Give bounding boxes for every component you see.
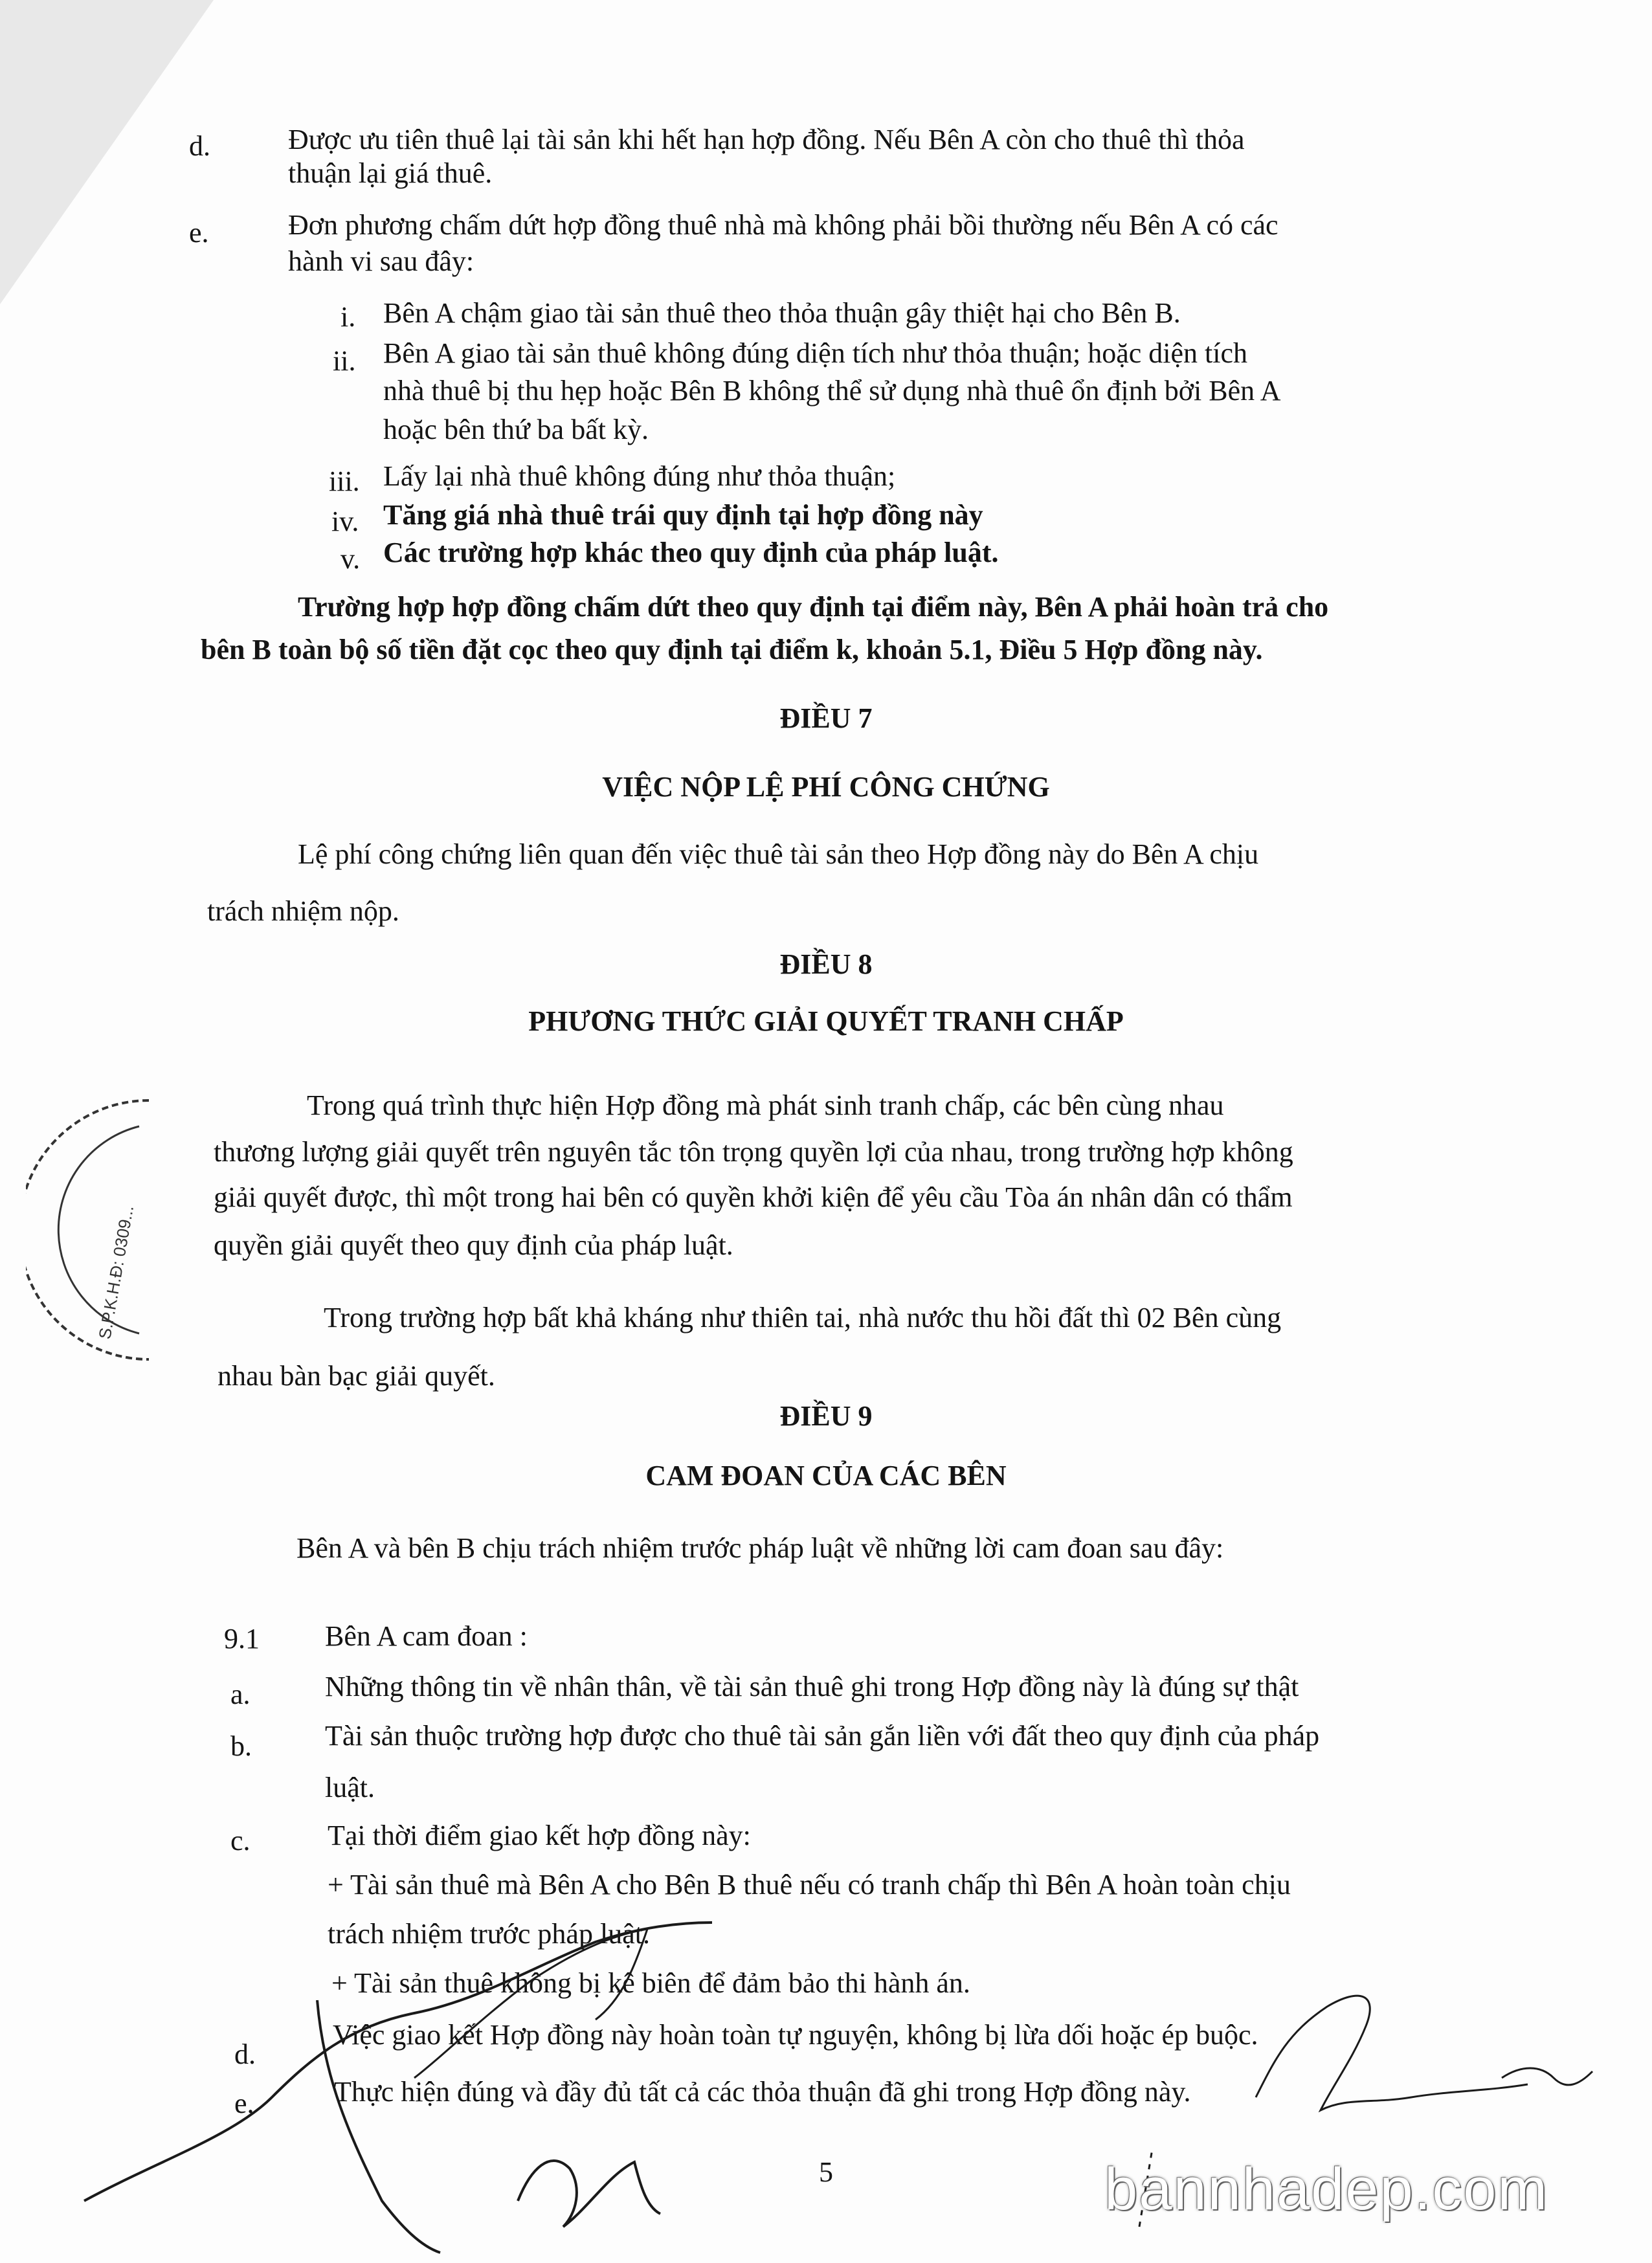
item-e-line-1: Đơn phương chấm dứt hợp đồng thuê nhà mà không phải bồi thường nếu Bên A có các: [288, 209, 1278, 241]
section-9-1-title: Bên A cam đoan :: [325, 1620, 528, 1652]
article-8-p2-line-1: Trong trường hợp bất khả kháng như thiên tai, nhà nước thu hồi đất thì 02 Bên cùng: [324, 1302, 1282, 1333]
sub-ii-line-3: hoặc bên thứ ba bất kỳ.: [383, 414, 649, 445]
article-8-title: PHƯƠNG THỨC GIẢI QUYẾT TRANH CHẤP: [528, 1005, 1124, 1037]
sub-label-v: v.: [340, 543, 361, 575]
stamp-text: S.P.K.H.Đ: 0309...: [95, 1203, 138, 1341]
article-9-title: CAM ĐOAN CỦA CÁC BÊN: [645, 1460, 1007, 1491]
commit-b-line-1: Tài sản thuộc trường hợp được cho thuê tài sản gắn liền với đất theo quy định của pháp: [325, 1720, 1320, 1752]
article-8-p2-line-2: nhau bàn bạc giải quyết.: [218, 1360, 495, 1392]
commit-label-b: b.: [230, 1730, 252, 1762]
article-8-p1-line-3: giải quyết được, thì một trong hai bên có quyền khởi kiện để yêu cầu Tòa án nhân dân có thẩm: [214, 1181, 1293, 1213]
termination-line-1: Trường hợp hợp đồng chấm dứt theo quy định tại điểm này, Bên A phải hoàn trả cho: [298, 591, 1329, 623]
commit-d-line-1: Việc giao kết Hợp đồng này hoàn toàn tự nguyện, không bị lừa dối hoặc ép buộc.: [333, 2019, 1258, 2051]
article-7-line-2: trách nhiệm nộp.: [207, 895, 399, 927]
commit-c-line-1: Tại thời điểm giao kết hợp đồng này:: [328, 1820, 751, 1851]
sub-label-i: i.: [340, 301, 356, 333]
article-7-title: VIỆC NỘP LỆ PHÍ CÔNG CHỨNG: [602, 771, 1050, 803]
commit-c-line-3: trách nhiệm trước pháp luật.: [328, 1918, 650, 1950]
commit-label-e: e.: [234, 2088, 254, 2119]
article-8-p1-line-1: Trong quá trình thực hiện Hợp đồng mà phát sinh tranh chấp, các bên cùng nhau: [307, 1089, 1224, 1121]
item-e-line-2: hành vi sau đây:: [288, 245, 474, 277]
signature-stroke-down: [317, 2000, 440, 2253]
sub-iv-line-1: Tăng giá nhà thuê trái quy định tại hợp đồng này: [383, 499, 983, 531]
article-8-number: ĐIỀU 8: [779, 948, 873, 980]
signature-right: [1256, 1996, 1528, 2110]
commit-c-line-2: + Tài sản thuê mà Bên A cho Bên B thuê nếu có tranh chấp thì Bên A hoàn toàn chịu: [328, 1869, 1291, 1901]
termination-line-2: bên B toàn bộ số tiền đặt cọc theo quy định tại điểm k, khoản 5.1, Điều 5 Hợp đồng này.: [201, 634, 1263, 665]
watermark-text: bannhadep.com: [1104, 2156, 1548, 2222]
sub-label-iv: iv.: [331, 506, 359, 537]
signature-right-tail: [1502, 2068, 1592, 2085]
commit-a-line-1: Những thông tin về nhân thân, về tài sản thuê ghi trong Hợp đồng này là đúng sự thật: [325, 1671, 1299, 1702]
notary-stamp-seal: [26, 1094, 155, 1366]
item-d-line-2: thuận lại giá thuê.: [288, 157, 493, 189]
commit-c-line-4: + Tài sản thuê không bị kê biên để đảm bảo thi hành án.: [331, 1967, 970, 1999]
article-7-number: ĐIỀU 7: [779, 702, 873, 734]
section-9-1-label: 9.1: [224, 1623, 260, 1655]
article-9-number: ĐIỀU 9: [779, 1400, 873, 1432]
article-8-p1-line-2: thương lượng giải quyết trên nguyên tắc tôn trọng quyền lợi của nhau, trong trường hợp không: [214, 1136, 1293, 1168]
sub-iii-line-1: Lấy lại nhà thuê không đúng như thỏa thuận;: [383, 460, 896, 492]
article-7-line-1: Lệ phí công chứng liên quan đến việc thuê tài sản theo Hợp đồng này do Bên A chịu: [298, 838, 1259, 870]
commit-label-d: d.: [234, 2038, 256, 2070]
commit-label-a: a.: [230, 1678, 251, 1710]
sub-label-ii: ii.: [333, 345, 356, 377]
page-number: 5: [819, 2156, 833, 2188]
sub-label-iii: iii.: [329, 465, 360, 497]
sub-ii-line-1: Bên A giao tài sản thuê không đúng diện tích như thỏa thuận; hoặc diện tích: [383, 337, 1248, 369]
commit-e-line-1: Thực hiện đúng và đầy đủ tất cả các thỏa thuận đã ghi trong Hợp đồng này.: [334, 2076, 1191, 2108]
item-label-e: e.: [189, 217, 209, 249]
sub-i-line-1: Bên A chậm giao tài sản thuê theo thỏa thuận gây thiệt hại cho Bên B.: [383, 297, 1181, 329]
sub-ii-line-2: nhà thuê bị thu hẹp hoặc Bên B không thể sử dụng nhà thuê ổn định bởi Bên A: [383, 375, 1281, 407]
article-9-intro: Bên A và bên B chịu trách nhiệm trước pháp luật về những lời cam đoan sau đây:: [296, 1532, 1224, 1564]
article-8-p1-line-4: quyền giải quyết theo quy định của pháp luật.: [214, 1229, 733, 1261]
item-label-d: d.: [189, 130, 210, 162]
commit-b-line-2: luật.: [325, 1772, 375, 1803]
sub-v-line-1: Các trường hợp khác theo quy định của pháp luật.: [383, 537, 999, 568]
commit-label-c: c.: [230, 1825, 251, 1856]
item-d-line-1: Được ưu tiên thuê lại tài sản khi hết hạn hợp đồng. Nếu Bên A còn cho thuê thì thỏa: [288, 124, 1245, 155]
